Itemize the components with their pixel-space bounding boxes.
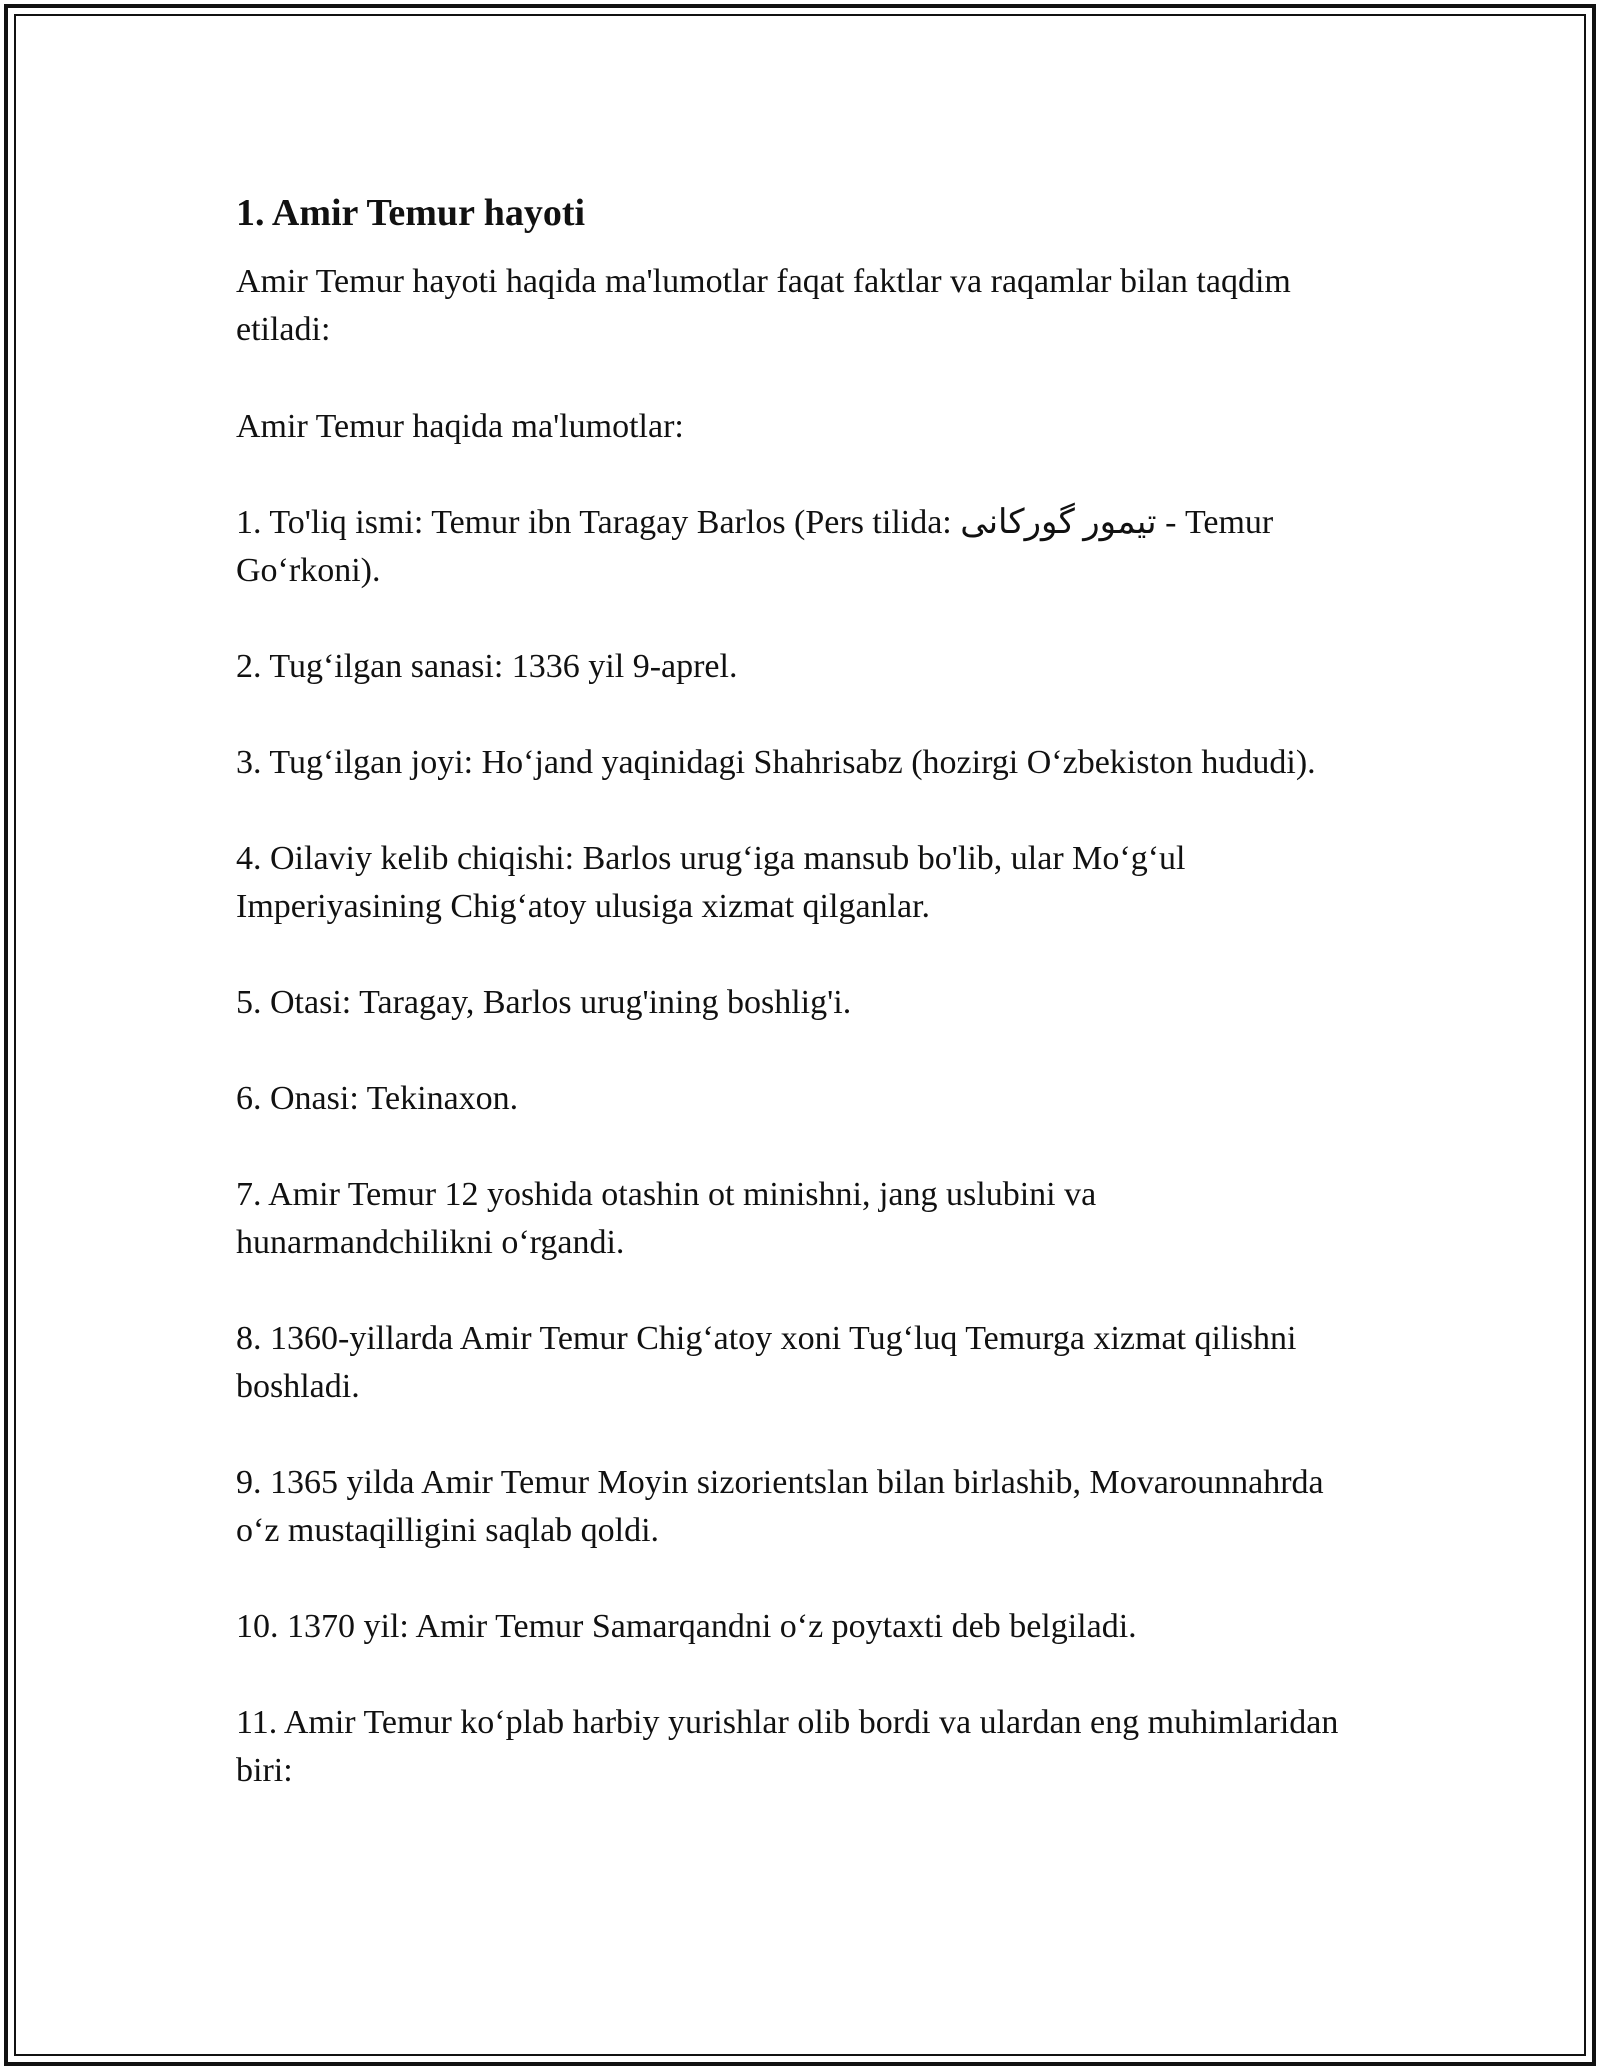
- fact-item-4: 4. Oilaviy kelib chiqishi: Barlos urug‘iga mansub bo'lib, ular Mo‘g‘ul Imperiyasining Chig‘atoy ulusiga xizmat qilganlar.: [236, 840, 1186, 925]
- fact-item-1: 1. To'liq ismi: Temur ibn Taragay Barlos (Pers tilida: تیمور گورکانی - Temur Go‘rkoni).: [236, 504, 1274, 589]
- fact-item-10: 10. 1370 yil: Amir Temur Samarqandni o‘z poytaxti deb belgiladi.: [236, 1608, 1137, 1645]
- section-heading: 1. Amir Temur hayoti: [236, 192, 586, 234]
- intro-paragraph: Amir Temur hayoti haqida ma'lumotlar faqat faktlar va raqamlar bilan taqdim etiladi:: [236, 263, 1291, 348]
- fact-item-6: 6. Onasi: Tekinaxon.: [236, 1080, 519, 1117]
- fact-item-2: 2. Tug‘ilgan sanasi: 1336 yil 9-aprel.: [236, 648, 738, 685]
- fact-item-8: 8. 1360-yillarda Amir Temur Chig‘atoy xoni Tug‘luq Temurga xizmat qilishni boshladi.: [236, 1320, 1297, 1405]
- document-body: [236, 182, 1346, 1843]
- fact-item-3: 3. Tug‘ilgan joyi: Ho‘jand yaqinidagi Shahrisabz (hozirgi O‘zbekiston hududi).: [236, 744, 1316, 781]
- fact-item-9: 9. 1365 yilda Amir Temur Moyin sizorientslan bilan birlashib, Movarounnahrda o‘z mustaqilligini saqlab qoldi.: [236, 1464, 1324, 1549]
- fact-item-7: 7. Amir Temur 12 yoshida otashin ot minishni, jang uslubini va hunarmandchilikni o‘rgandi.: [236, 1176, 1097, 1261]
- fact-item-11: 11. Amir Temur ko‘plab harbiy yurishlar olib bordi va ulardan eng muhimlaridan biri:: [236, 1704, 1339, 1789]
- fact-item-5: 5. Otasi: Taragay, Barlos urug'ining boshlig'i.: [236, 984, 852, 1021]
- facts-subheading: Amir Temur haqida ma'lumotlar:: [236, 408, 684, 445]
